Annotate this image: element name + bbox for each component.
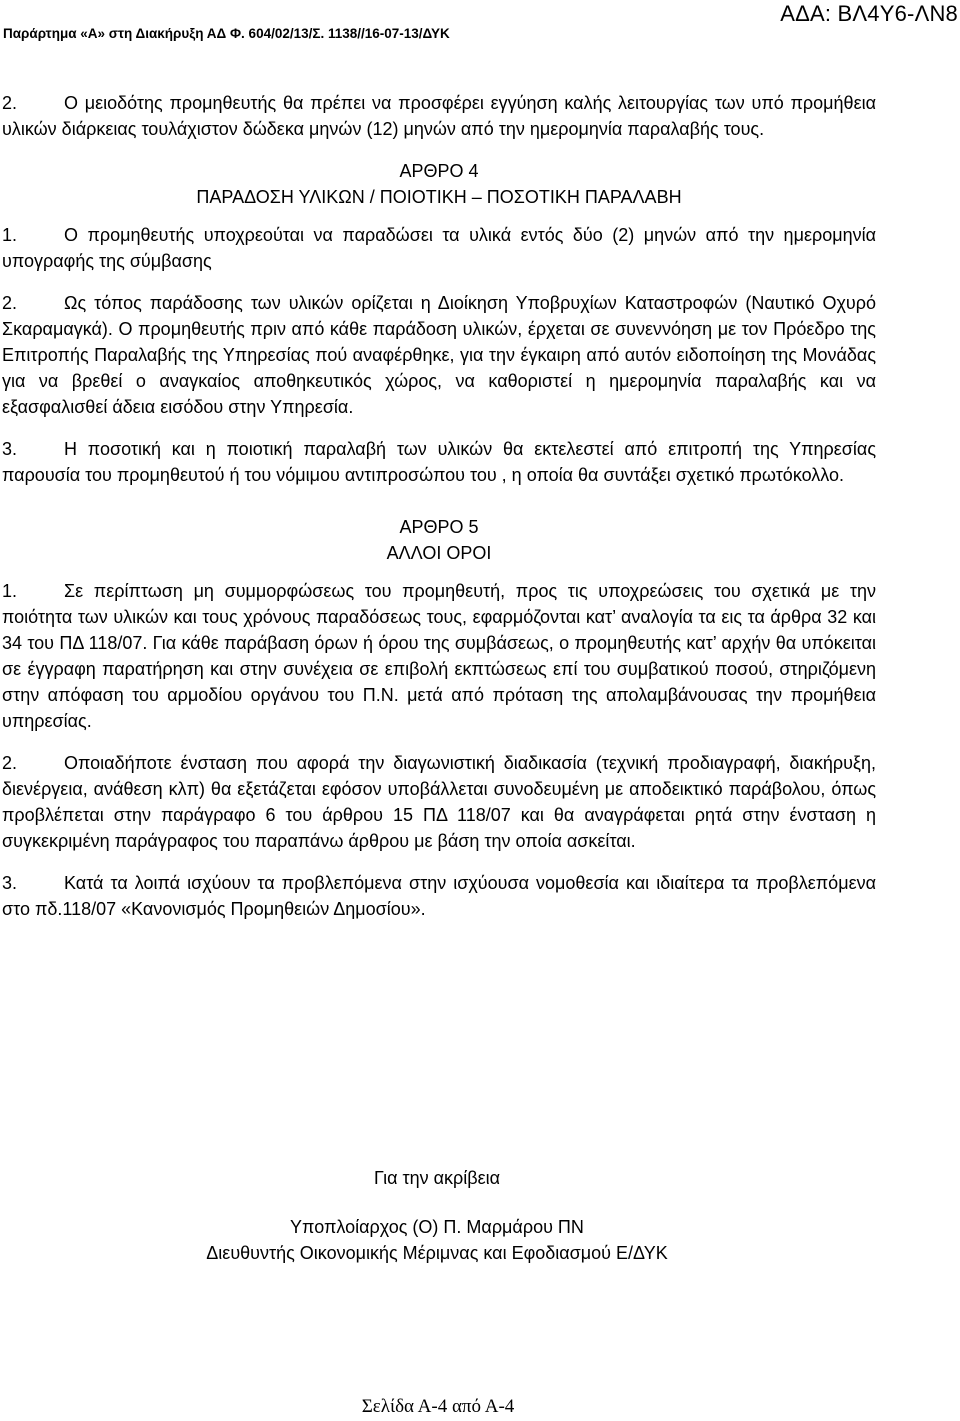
paragraph-number: 1. — [2, 225, 18, 245]
paragraph-number: 2. — [2, 93, 18, 113]
paragraph-text: Οποιαδήποτε ένσταση που αφορά την διαγωνιστική διαδικασία (τεχνική προδιαγραφή, διακήρυξη, διενέργεια, ανάθεση κλπ) θα εξετάζεται εφόσον υποβάλλεται συνοδευμένη με αποδεικτικό παράβολου, όπως προβλέπεται στην παράγραφο 6 του άρθρου 15 ΠΔ 118/07 και θα αναγράφεται ρητά στην ένσταση η συγκεκριμένη παράγραφος του παραπάνω άρθρου με βάση την οποία ασκείται. — [2, 753, 876, 851]
article-4-number: ΑΡΘΡΟ 4 — [399, 161, 479, 181]
signer-name: Υποπλοίαρχος (Ο) Π. Μαρμάρου ΠΝ — [290, 1217, 584, 1237]
paragraph-warranty — [2, 90, 876, 142]
signer-title: Διευθυντής Οικονομικής Μέριμνας και Εφοδιασμού Ε/ΔΥΚ — [206, 1243, 668, 1263]
paragraph-number: 2. — [2, 753, 18, 773]
paragraph-number: 1. — [2, 581, 18, 601]
paragraph-text: Κατά τα λοιπά ισχύουν τα προβλεπόμενα στην ισχύουσα νομοθεσία και ιδιαίτερα τα προβλεπόμενα στο πδ.118/07 «Κανονισμός Προμηθειών Δημοσίου». — [2, 873, 876, 919]
article-4-paragraph-1 — [2, 222, 876, 274]
article-4-heading — [2, 158, 876, 210]
article-5-paragraph-1 — [2, 578, 876, 734]
annex-reference: Παράρτημα «Α» στη Διακήρυξη ΑΔ Φ. 604/02/13/Σ. 1138//16-07-13/ΔΥΚ — [3, 26, 450, 41]
signature-block — [0, 1214, 874, 1266]
ada-code: ΑΔΑ: ΒΛ4Υ6-ΛΝ8 — [780, 1, 958, 26]
paragraph-text: Ο μειοδότης προμηθευτής θα πρέπει να προσφέρει εγγύηση καλής λειτουργίας των υπό προμήθεια υλικών διάρκειας τουλάχιστον δώδεκα μηνών (12) μηνών από την ημερομηνία παραλαβής τους. — [2, 93, 876, 139]
article-5-heading — [2, 514, 876, 566]
accuracy-note: Για την ακρίβεια — [373, 1168, 501, 1188]
article-5-number: ΑΡΘΡΟ 5 — [399, 517, 479, 537]
paragraph-number: 3. — [2, 873, 18, 893]
paragraph-text: Η ποσοτική και η ποιοτική παραλαβή των υλικών θα εκτελεστεί από επιτροπή της Υπηρεσίας παρουσία του προμηθευτού ή του νόμιμου αντιπροσώπου του , η οποία θα συντάξει σχετικό πρωτόκολλο. — [2, 439, 876, 485]
article-4-paragraph-3 — [2, 436, 876, 488]
paragraph-number: 3. — [2, 439, 18, 459]
article-5-paragraph-3 — [2, 870, 876, 922]
page-number: Σελίδα Α-4 από Α-4 — [361, 1396, 515, 1417]
paragraph-text: Ο προμηθευτής υποχρεούται να παραδώσει τα υλικά εντός δύο (2) μηνών από την ημερομηνία υπογραφής της σύμβασης — [2, 225, 876, 271]
paragraph-text: Ως τόπος παράδοσης των υλικών ορίζεται η Διοίκηση Υποβρυχίων Καταστροφών (Ναυτικό Οχυρό Σκαραμαγκά). Ο προμηθευτής πριν από κάθε παράδοση υλικών, έρχεται σε συνεννόηση με τον Πρόεδρο της Επιτροπής Παραλαβής της Υπηρεσίας πού αναφέρθηκε, για την έγκαιρη από αυτόν ειδοποίηση της Μονάδας για να βρεθεί ο αναγκαίος αποθηκευτικός χώρος, να καθοριστεί η ημερομηνία παραλαβής και να εξασφαλισθεί άδεια εισόδου στην Υπηρεσία. — [2, 293, 876, 417]
article-5-title: ΑΛΛΟΙ ΟΡΟΙ — [386, 543, 492, 563]
article-4-title: ΠΑΡΑΔΟΣΗ ΥΛΙΚΩΝ / ΠΟΙΟΤΙΚΗ – ΠΟΣΟΤΙΚΗ ΠΑΡΑΛΑΒΗ — [196, 187, 682, 207]
document-body — [2, 90, 876, 938]
paragraph-text: Σε περίπτωση μη συμμορφώσεως του προμηθευτή, προς τις υποχρεώσεις του σχετικά με την ποιότητα των υλικών και τους χρόνους παραδόσεως τους, εφαρμόζονται κατ’ αναλογία τα εις τα άρθρα 32 και 34 του ΠΔ 118/07. Για κάθε παράβαση όρων ή όρου της συμβάσεως, ο προμηθευτής κατ’ αρχήν θα υπόκειται σε έγγραφη παρατήρηση και στην συνέχεια σε επιβολή εκπτώσεως επί του συμβατικού ποσού, στηριζόμενη στην απόφαση του αρμοδίου οργάνου του Π.Ν. μετά από πρόταση της απολαμβάνουσας την προμήθεια υπηρεσίας. — [2, 581, 876, 731]
article-5-paragraph-2 — [2, 750, 876, 854]
paragraph-number: 2. — [2, 293, 18, 313]
article-4-paragraph-2 — [2, 290, 876, 420]
